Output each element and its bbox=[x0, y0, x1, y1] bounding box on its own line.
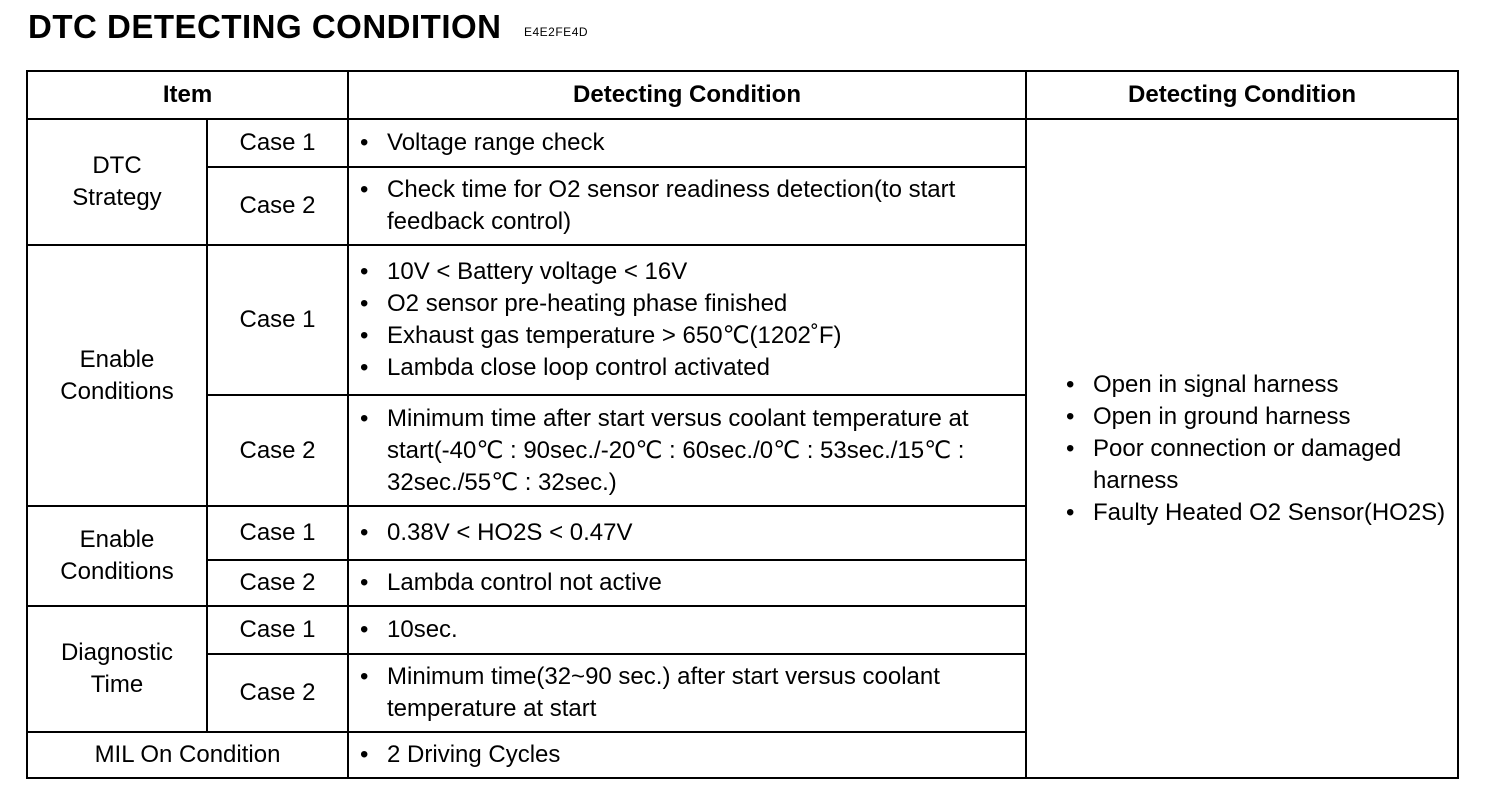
header-item: Item bbox=[27, 71, 348, 119]
case-label: Case 1 bbox=[207, 506, 348, 560]
item-diagnostic-time: Diagnostic Time bbox=[27, 606, 207, 732]
cause-item: • Poor connection or damaged harness bbox=[1093, 433, 1447, 497]
case-label: Case 2 bbox=[207, 167, 348, 245]
item-enable-conditions: Enable Conditions bbox=[27, 245, 207, 506]
condition-cell: • 10V < Battery voltage < 16V • O2 sensor pre-heating phase finished • Exhaust gas temperature > 650℃(1202˚F) • Lambda close loop control activated bbox=[348, 245, 1026, 395]
condition-cell: • 0.38V < HO2S < 0.47V bbox=[348, 506, 1026, 560]
dtc-condition-table bbox=[26, 70, 1459, 779]
condition-cell: • 10sec. bbox=[348, 606, 1026, 654]
case-label: Case 2 bbox=[207, 560, 348, 606]
document-code: E4E2FE4D bbox=[524, 25, 589, 39]
case-label: Case 2 bbox=[207, 395, 348, 506]
table-row bbox=[27, 119, 1458, 167]
cause-item: • Open in signal harness bbox=[1093, 369, 1447, 401]
item-enable-conditions-2: Enable Conditions bbox=[27, 506, 207, 606]
case-label: Case 1 bbox=[207, 606, 348, 654]
condition-cell: • Minimum time after start versus coolant temperature at start(-40℃ : 90sec./-20℃ : 60sec./0℃ : 53sec./15℃ : 32sec./55℃ : 32sec.) bbox=[348, 395, 1026, 506]
condition-cell: • Lambda control not active bbox=[348, 560, 1026, 606]
cause-item: • Faulty Heated O2 Sensor(HO2S) bbox=[1093, 497, 1447, 529]
header-detecting-condition: Detecting Condition bbox=[348, 71, 1026, 119]
case-label: Case 1 bbox=[207, 245, 348, 395]
case-label: Case 1 bbox=[207, 119, 348, 167]
item-dtc-strategy: DTC Strategy bbox=[27, 119, 207, 245]
header-row bbox=[27, 71, 1458, 119]
possible-cause-cell bbox=[1026, 119, 1458, 778]
condition-cell: • Check time for O2 sensor readiness detection(to start feedback control) bbox=[348, 167, 1026, 245]
cause-item: • Open in ground harness bbox=[1093, 401, 1447, 433]
header-possible-cause: Detecting Condition bbox=[1026, 71, 1458, 119]
page-title: DTC DETECTING CONDITION bbox=[28, 8, 502, 45]
condition-cell: • 2 Driving Cycles bbox=[348, 732, 1026, 778]
condition-cell: • Minimum time(32~90 sec.) after start versus coolant temperature at start bbox=[348, 654, 1026, 732]
case-label: Case 2 bbox=[207, 654, 348, 732]
condition-cell: • Voltage range check bbox=[348, 119, 1026, 167]
item-mil-on-condition: MIL On Condition bbox=[27, 732, 348, 778]
